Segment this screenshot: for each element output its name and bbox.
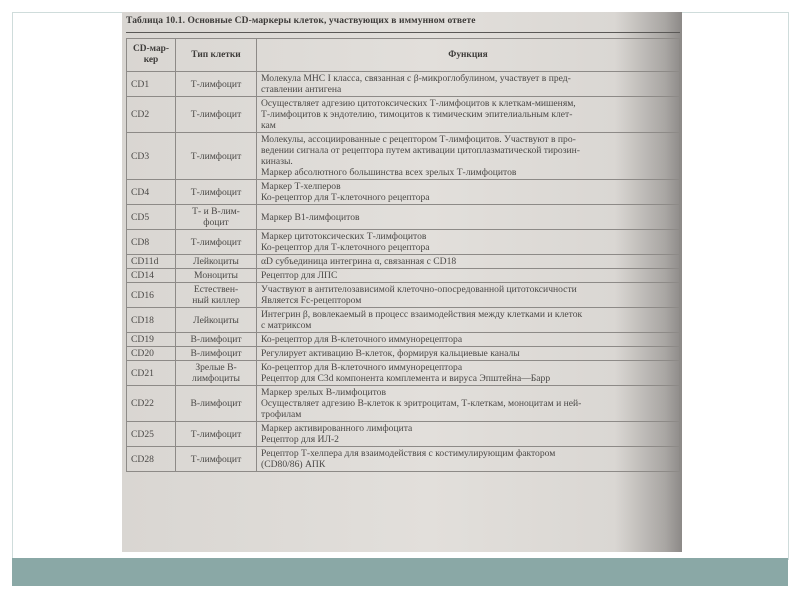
- function-line: Маркер цитотоксических Т-лимфоцитов: [261, 231, 427, 242]
- table-row: [127, 333, 680, 347]
- function-line: Ко-рецептор для Т-клеточного рецептора: [261, 192, 430, 203]
- cell-type: Т-лимфоцит: [176, 447, 257, 472]
- cell-type: Т-лимфоцит: [176, 133, 257, 180]
- cell-function: [257, 205, 680, 230]
- cell-marker: CD28: [127, 447, 176, 472]
- table-row: [127, 447, 680, 472]
- cell-function: [257, 308, 680, 333]
- cell-type: Лейкоциты: [176, 255, 257, 269]
- cell-function: [257, 447, 680, 472]
- function-line: Маркер В1-лимфоцитов: [261, 211, 360, 223]
- function-line: трофилам: [261, 409, 302, 420]
- function-line: Маркер активированного лимфоцита: [261, 423, 413, 434]
- table-row: [127, 422, 680, 447]
- cell-type: Естествен- ный киллер: [176, 283, 257, 308]
- function-line: Рецептор для С3d компонента комплемента и вируса Эпштейна—Барр: [261, 373, 551, 384]
- function-line: Осуществляет адгезию цитотоксических Т-лимфоцитов к клеткам-мишеням,: [261, 98, 576, 109]
- cell-function: [257, 422, 680, 447]
- function-line: Маркер Т-хелперов: [261, 181, 341, 192]
- table-row: [127, 230, 680, 255]
- cell-function: [257, 283, 680, 308]
- cell-function: [257, 230, 680, 255]
- header-marker-text: CD-мар- кер: [132, 44, 169, 65]
- header-function: Функция: [257, 39, 680, 72]
- function-line: ставлении антигена: [261, 84, 342, 95]
- function-line: Ко-рецептор для В-клеточного иммунорецептора: [261, 362, 463, 373]
- function-line: Интегрин β, вовлекаемый в процесс взаимодействия между клетками и клеток: [261, 309, 583, 320]
- cell-marker: CD22: [127, 386, 176, 422]
- cell-function: [257, 333, 680, 347]
- table-row: [127, 133, 680, 180]
- cell-marker: CD14: [127, 269, 176, 283]
- slide-bottom-bar: [12, 558, 788, 586]
- cell-type: Т-лимфоцит: [176, 180, 257, 205]
- cell-type: Лейкоциты: [176, 308, 257, 333]
- table-row: [127, 347, 680, 361]
- cell-function: [257, 386, 680, 422]
- cell-function: [257, 347, 680, 361]
- function-line: киназы.: [261, 156, 293, 167]
- function-line: Ко-рецептор для Т-клеточного рецептора: [261, 242, 430, 253]
- cell-marker: CD8: [127, 230, 176, 255]
- function-line: Маркер зрелых В-лимфоцитов: [261, 387, 386, 398]
- cell-type: В-лимфоцит: [176, 347, 257, 361]
- function-line: αD субъединица интегрина α, связанная с CD18: [261, 256, 457, 267]
- table-row: [127, 180, 680, 205]
- table-row: [127, 255, 680, 269]
- cell-type: Т-лимфоцит: [176, 230, 257, 255]
- function-line: кам: [261, 120, 276, 131]
- cell-marker: CD16: [127, 283, 176, 308]
- cell-function: [257, 72, 680, 97]
- function-line: Является Fc-рецептором: [261, 295, 362, 306]
- cell-marker: CD20: [127, 347, 176, 361]
- cell-type: В-лимфоцит: [176, 333, 257, 347]
- table-row: [127, 283, 680, 308]
- table-row: [127, 386, 680, 422]
- function-line: Рецептор Т-хелпера для взаимодействия с костимулирующим фактором: [261, 448, 556, 459]
- function-line: Т-лимфоцитов к эндотелию, тимоцитов к тимическим эпителиальным клет-: [261, 109, 573, 120]
- function-line: Молекула МНС I класса, связанная с β-микроглобулином, участвует в пред-: [261, 73, 571, 84]
- cell-function: [257, 269, 680, 283]
- table-header-row: [127, 39, 680, 72]
- cd-marker-table: [126, 38, 680, 472]
- function-line: Ко-рецептор для В-клеточного иммунорецептора: [261, 334, 463, 345]
- header-marker: [127, 39, 176, 72]
- cell-marker: CD4: [127, 180, 176, 205]
- slide-frame-left: [12, 12, 13, 560]
- cell-function: [257, 180, 680, 205]
- cell-marker: CD21: [127, 361, 176, 386]
- cell-marker: CD3: [127, 133, 176, 180]
- table-row: [127, 308, 680, 333]
- cell-marker: CD18: [127, 308, 176, 333]
- scanned-table-page: [122, 12, 682, 552]
- header-cell-type: Тип клетки: [176, 39, 257, 72]
- function-line: Рецептор для ИЛ-2: [261, 434, 339, 445]
- cell-function: [257, 133, 680, 180]
- cell-type: Т-лимфоцит: [176, 97, 257, 133]
- cell-type: Зрелые В- лимфоциты: [176, 361, 257, 386]
- cell-type: Моноциты: [176, 269, 257, 283]
- cell-function: [257, 97, 680, 133]
- cell-marker: CD11d: [127, 255, 176, 269]
- cell-type: Т-лимфоцит: [176, 422, 257, 447]
- cell-marker: CD25: [127, 422, 176, 447]
- cell-marker: CD1: [127, 72, 176, 97]
- table-row: [127, 269, 680, 283]
- table-row: [127, 205, 680, 230]
- cell-type: В-лимфоцит: [176, 386, 257, 422]
- cell-type: Т- и В-лим- фоцит: [176, 205, 257, 230]
- function-line: (CD80/86) АПК: [261, 459, 326, 470]
- cell-type: Т-лимфоцит: [176, 72, 257, 97]
- cell-marker: CD2: [127, 97, 176, 133]
- caption-rule: [126, 32, 680, 33]
- table-row: [127, 361, 680, 386]
- function-line: Участвуют в антителозависимой клеточно-опосредованной цитотоксичности: [261, 284, 577, 295]
- cell-function: [257, 361, 680, 386]
- function-line: Молекулы, ассоциированные с рецептором Т-лимфоцитов. Участвуют в про-: [261, 134, 576, 145]
- function-line: Регулирует активацию В-клеток, формируя кальциевые каналы: [261, 348, 520, 359]
- function-line: Рецептор для ЛПС: [261, 270, 338, 281]
- function-line: ведении сигнала от рецептора путем активации цитоплазматической тирозин-: [261, 145, 580, 156]
- function-line: Осуществляет адгезию В-клеток к эритроцитам, Т-клеткам, моноцитам и ней-: [261, 398, 582, 409]
- cell-marker: CD5: [127, 205, 176, 230]
- table-caption: Таблица 10.1. Основные CD-маркеры клеток, участвующих в иммунном ответе: [126, 16, 476, 26]
- function-line: с матриксом: [261, 320, 312, 331]
- table-row: [127, 97, 680, 133]
- cell-function: [257, 255, 680, 269]
- slide-frame-right: [788, 12, 789, 560]
- cell-marker: CD19: [127, 333, 176, 347]
- function-line: Маркер абсолютного большинства всех зрелых Т-лимфоцитов: [261, 167, 517, 178]
- table-row: [127, 72, 680, 97]
